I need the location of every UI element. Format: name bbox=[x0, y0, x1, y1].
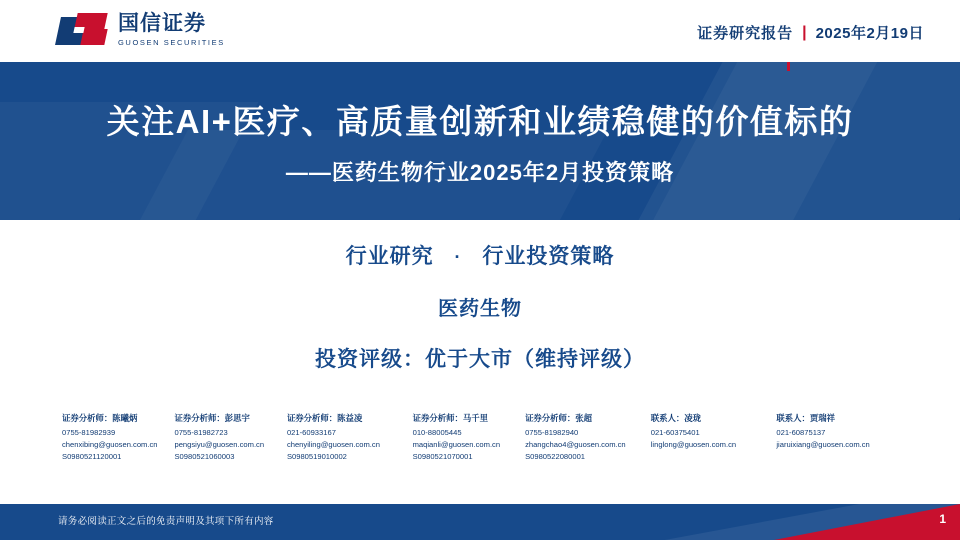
logo-mark-icon bbox=[58, 13, 110, 47]
analyst-phone: 0755-81982723 bbox=[174, 427, 228, 437]
logo-text bbox=[118, 13, 225, 47]
analyst-entry bbox=[413, 412, 525, 464]
header-divider: | bbox=[802, 23, 807, 41]
analyst-name: 证券分析师：彭思宇 bbox=[174, 413, 250, 423]
page-title: 关注AI+医疗、高质量创新和业绩稳健的价值标的 bbox=[106, 103, 854, 140]
separator-dot: · bbox=[454, 247, 462, 267]
analyst-name: 证券分析师：陈曦炳 bbox=[62, 413, 138, 423]
company-logo bbox=[58, 13, 225, 47]
contact-email: linglong@guosen.com.cn bbox=[650, 439, 737, 449]
analyst-entry bbox=[174, 412, 286, 464]
analyst-email: chenyiling@guosen.com.cn bbox=[286, 439, 380, 449]
contact-name: 联系人：贾瑞祥 bbox=[776, 413, 835, 423]
contact-phone: 021-60375401 bbox=[650, 427, 700, 437]
analyst-entry bbox=[287, 412, 413, 464]
contact-entry bbox=[651, 412, 777, 451]
red-tick-marker bbox=[787, 62, 790, 71]
analyst-phone: 0755-81982939 bbox=[62, 427, 116, 437]
analyst-email: chenxibing@guosen.com.cn bbox=[62, 439, 158, 449]
report-date: 2025年2月19日 bbox=[815, 25, 924, 42]
analyst-name: 证券分析师：陈益凌 bbox=[286, 413, 363, 423]
analyst-cert: S0980521070001 bbox=[412, 452, 473, 462]
contact-phone: 021-60875137 bbox=[776, 427, 826, 437]
analyst-name: 证券分析师：张超 bbox=[525, 413, 593, 423]
analyst-cert: S0980521060003 bbox=[174, 452, 235, 462]
header-report-meta bbox=[697, 22, 924, 43]
logo-name-cn: 国信证券 bbox=[118, 12, 206, 35]
analyst-email: zhangchao4@guosen.com.cn bbox=[525, 439, 626, 449]
investment-rating: 投资评级：优于大市（维持评级） bbox=[315, 348, 645, 371]
analyst-email: maqianli@guosen.com.cn bbox=[412, 439, 501, 449]
slide-footer bbox=[0, 504, 960, 540]
footer-disclaimer: 请务必阅读正文之后的免责声明及其项下所有内容 bbox=[58, 516, 274, 527]
research-category-line bbox=[0, 240, 960, 270]
logo-name-en: GUOSEN SECURITIES bbox=[118, 38, 225, 48]
analyst-phone: 0755-81982940 bbox=[525, 427, 579, 437]
title-band bbox=[0, 62, 960, 220]
slide-header bbox=[0, 0, 960, 62]
analyst-name: 证券分析师：马千里 bbox=[412, 413, 488, 423]
report-meta-block bbox=[0, 240, 960, 373]
analyst-phone: 021-60933167 bbox=[286, 427, 336, 437]
page-subtitle: ——医药生物行业2025年2月投资策略 bbox=[285, 160, 675, 185]
research-category-right: 行业投资策略 bbox=[482, 245, 615, 268]
page-number: 1 bbox=[939, 512, 946, 526]
contact-email: jiaruixiang@guosen.com.cn bbox=[776, 439, 870, 449]
industry-name: 医药生物 bbox=[438, 298, 522, 320]
research-category-left: 行业研究 bbox=[345, 245, 434, 268]
contact-entry bbox=[776, 412, 902, 451]
analyst-email: pengsiyu@guosen.com.cn bbox=[174, 439, 265, 449]
contact-name: 联系人：凌珑 bbox=[650, 413, 701, 423]
analyst-cert: S0980519010002 bbox=[286, 452, 347, 462]
analyst-list bbox=[62, 412, 902, 464]
analyst-cert: S0980521120001 bbox=[62, 452, 122, 462]
analyst-phone: 010-88005445 bbox=[412, 427, 462, 437]
analyst-entry bbox=[525, 412, 651, 464]
analyst-cert: S0980522080001 bbox=[525, 452, 586, 462]
analyst-entry bbox=[62, 412, 174, 464]
report-type-label: 证券研究报告 bbox=[697, 25, 794, 42]
